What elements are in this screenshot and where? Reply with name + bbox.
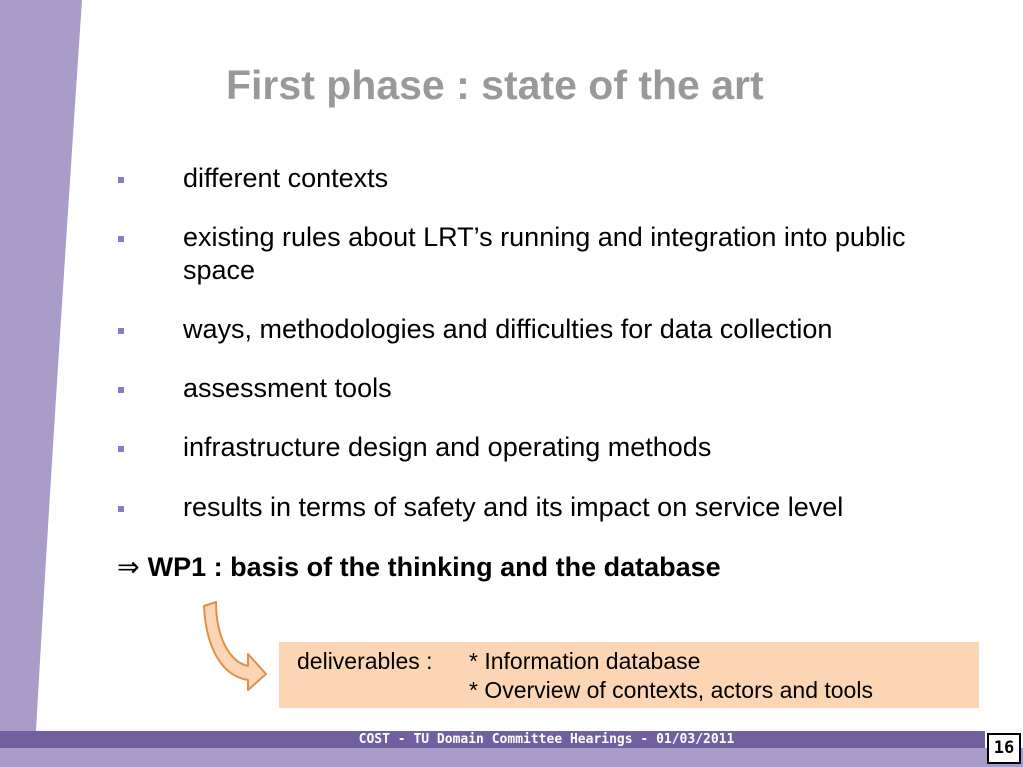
- page-number: 16: [987, 733, 1021, 764]
- square-bullet-icon: [118, 506, 124, 512]
- deliverable-item: * Overview of contexts, actors and tools: [469, 677, 873, 703]
- square-bullet-icon: [118, 387, 124, 393]
- bullet-text: results in terms of safety and its impact on service level: [183, 492, 844, 522]
- side-band-shape: [0, 0, 82, 731]
- curved-down-right-arrow-icon: [198, 598, 270, 694]
- bullet-text: different contexts: [183, 163, 389, 193]
- square-bullet-icon: [118, 446, 124, 452]
- deliverables-box: [279, 642, 979, 708]
- conclusion-text: WP1 : basis of the thinking and the database: [147, 552, 721, 582]
- bullet-text: assessment tools: [183, 373, 392, 403]
- curved-arrow-shape: [204, 602, 266, 690]
- deliverable-item: * Information database: [469, 648, 701, 674]
- bullet-text: infrastructure design and operating methods: [183, 432, 712, 462]
- bullet-text: ways, methodologies and difficulties for data collection: [183, 314, 833, 344]
- slide-title: First phase : state of the art: [226, 62, 764, 108]
- conclusion-line: [117, 552, 721, 583]
- implies-arrow-icon: ⇒: [117, 552, 140, 583]
- bullet-text: existing rules about LRT’s running and integration into public space: [183, 222, 906, 285]
- footer-bar: [0, 731, 985, 748]
- deliverables-label: deliverables :: [297, 648, 433, 674]
- square-bullet-icon: [118, 328, 124, 334]
- square-bullet-icon: [118, 177, 124, 183]
- footer-text: COST - TU Domain Committee Hearings - 01/03/2011: [358, 732, 735, 747]
- footer-strip: [0, 748, 1023, 767]
- square-bullet-icon: [118, 236, 124, 242]
